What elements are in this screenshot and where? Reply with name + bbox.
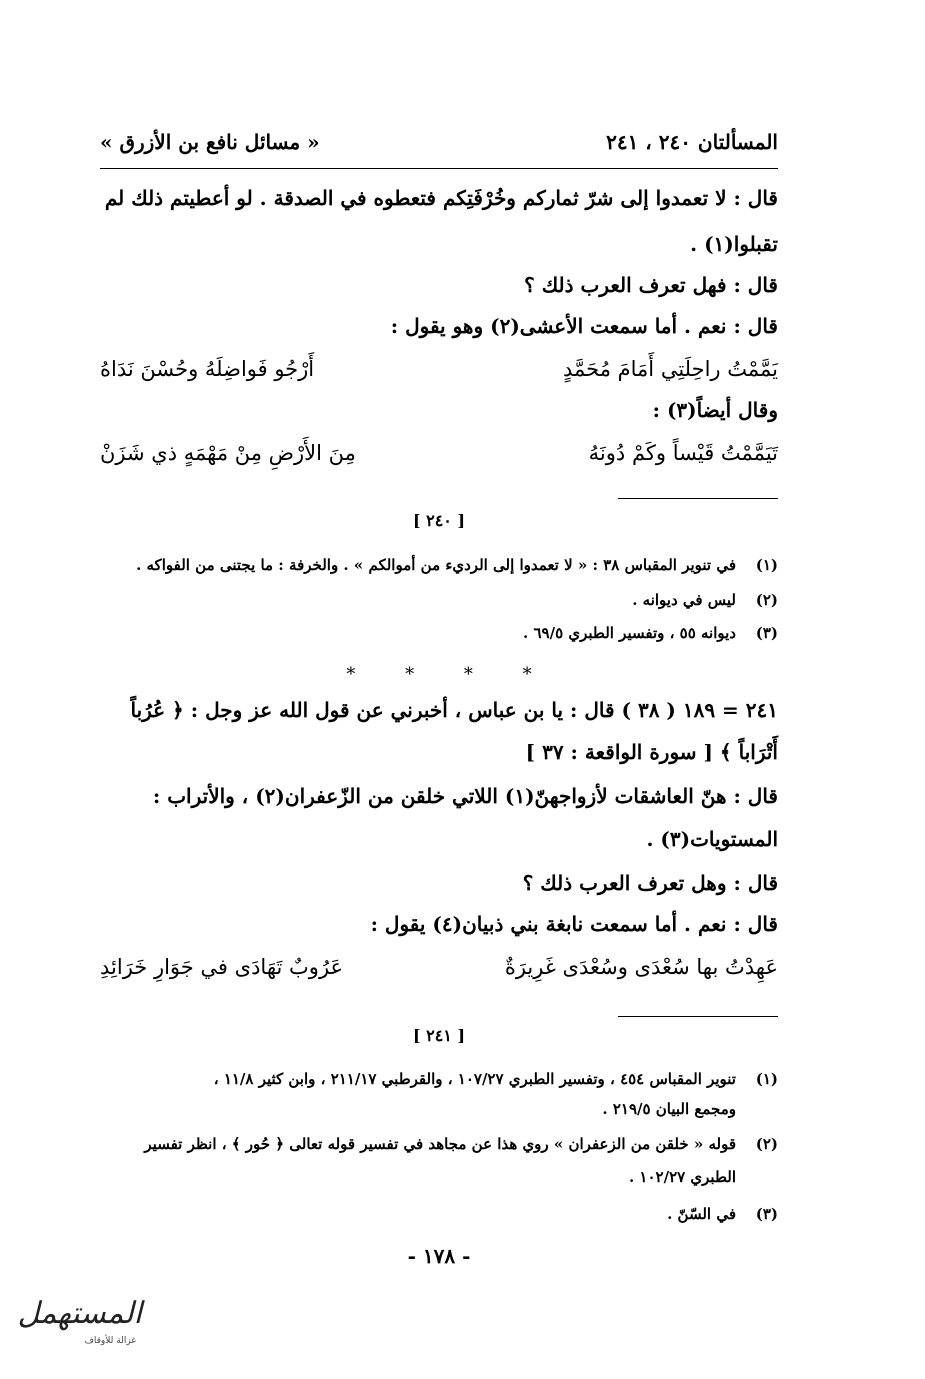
verse-hemistich-first: تَيَمَّمْتُ قَيْساً وكَمْ دُونَهُ	[588, 441, 778, 465]
header-section-title: المسألتان ٢٤٠ ، ٢٤١	[606, 130, 778, 154]
footnote	[100, 1135, 778, 1153]
text-line: تقبلوا(١) .	[690, 232, 778, 256]
text-line: أَتْرَاباً ﴾ [ سورة الواقعة : ٣٧ ]	[525, 740, 778, 764]
section-bracket-number: [ ٢٤١ ]	[412, 1026, 466, 1045]
footnote-text: ليس في ديوانه .	[632, 591, 736, 609]
header-rule	[100, 168, 778, 169]
footnote-text: في السّنّ .	[667, 1205, 736, 1223]
stamp-subtitle: غزالة للأوقاف	[84, 1336, 136, 1346]
page-number: - ١٧٨ -	[407, 1244, 471, 1268]
text-line: ٢٤١ = ١٨٩ ( ٣٨ ) قال : يا بن عباس ، أخبرني عن قول الله عز وجل : ﴿ عُرُباً	[130, 698, 778, 722]
footnote-number: (٣)	[755, 1205, 778, 1223]
section-separator-stars: * * * *	[346, 664, 532, 685]
text-line: قال : وهل تعرف العرب ذلك ؟	[522, 871, 778, 895]
footnote-number: (١)	[755, 1070, 778, 1088]
footnote	[100, 624, 778, 642]
verse-hemistich-second: مِنَ الأَرْضِ مِنْ مَهْمَهٍ ذي شَزَنْ	[100, 441, 356, 465]
footnote-rule	[618, 498, 778, 499]
footnote-continuation: ومجمع البيان ٢١٩/٥ .	[602, 1100, 736, 1118]
text-line: قال : فهل تعرف العرب ذلك ؟	[524, 273, 778, 297]
header-book-title: « مسائل نافع بن الأزرق »	[100, 130, 320, 154]
footnote	[100, 1205, 778, 1223]
footnote-number: (٢)	[755, 1135, 778, 1153]
library-stamp	[16, 1296, 146, 1356]
footnote-number: (١)	[755, 556, 778, 574]
verse-hemistich-second: عَرُوبٌ تَهَادَى في جَوَارِ خَرَائِدِ	[100, 955, 344, 979]
verse-hemistich-second: أَرْجُو فَواضِلَهُ وحُسْنَ نَدَاهُ	[100, 357, 315, 381]
footnote-number: (٢)	[755, 591, 778, 609]
document-page	[100, 0, 778, 1379]
stamp-title: المستهمل	[17, 1296, 142, 1331]
verse-hemistich-first: عَهِدْتُ بها سُعْدَى وسُعْدَى غَرِيرَةٌ	[504, 955, 778, 979]
text-line: قال : لا تعمدوا إلى شرّ ثماركم وخُرْفَتِكم فتعطوه في الصدقة . لو أعطيتم ذلك لم	[104, 186, 778, 210]
running-header	[100, 130, 778, 162]
section-bracket-number: [ ٢٤٠ ]	[412, 511, 466, 530]
footnote-number: (٣)	[755, 624, 778, 642]
footnote-text: ديوانه ٥٥ ، وتفسير الطبري ٦٩/٥ .	[523, 624, 736, 642]
text-line: قال : نعم . أما سمعت الأعشى(٢) وهو يقول :	[390, 314, 778, 338]
footnote-rule	[618, 1016, 778, 1017]
footnote	[100, 556, 778, 574]
verse-hemistich-first: يَمَّمْتُ راحِلَتِي أَمَامَ مُحَمَّدٍ	[563, 357, 778, 381]
footnote	[100, 1070, 778, 1088]
footnote-text: قوله « خلقن من الزعفران » روي هذا عن مجاهد في تفسير قوله تعالى ﴿ حُور ﴾ ، انظر تفسير	[144, 1135, 736, 1153]
text-line: قال : هنّ العاشقات لأزواجهنّ(١) اللاتي خلقن من الزّعفران(٢) ، والأتراب :	[152, 784, 778, 808]
text-line: المستويات(٣) .	[646, 827, 778, 851]
footnote	[100, 591, 778, 609]
footnote-text: في تنوير المقباس ٣٨ : « لا تعمدوا إلى الرديء من أموالكم » . والخرفة : ما يجتنى من الفواكه .	[136, 556, 736, 574]
footnote-text: تنوير المقباس ٤٥٤ ، وتفسير الطبري ١٠٧/٢٧ ، والقرطبي ٢١١/١٧ ، وابن كثير ١١/٨ ،	[213, 1070, 736, 1088]
text-line: قال : نعم . أما سمعت نابغة بني ذبيان(٤) يقول :	[370, 912, 778, 936]
text-line: وقال أيضاً(٣) :	[652, 398, 778, 422]
footnote-continuation: الطبري ١٠٢/٢٧ .	[628, 1168, 736, 1186]
